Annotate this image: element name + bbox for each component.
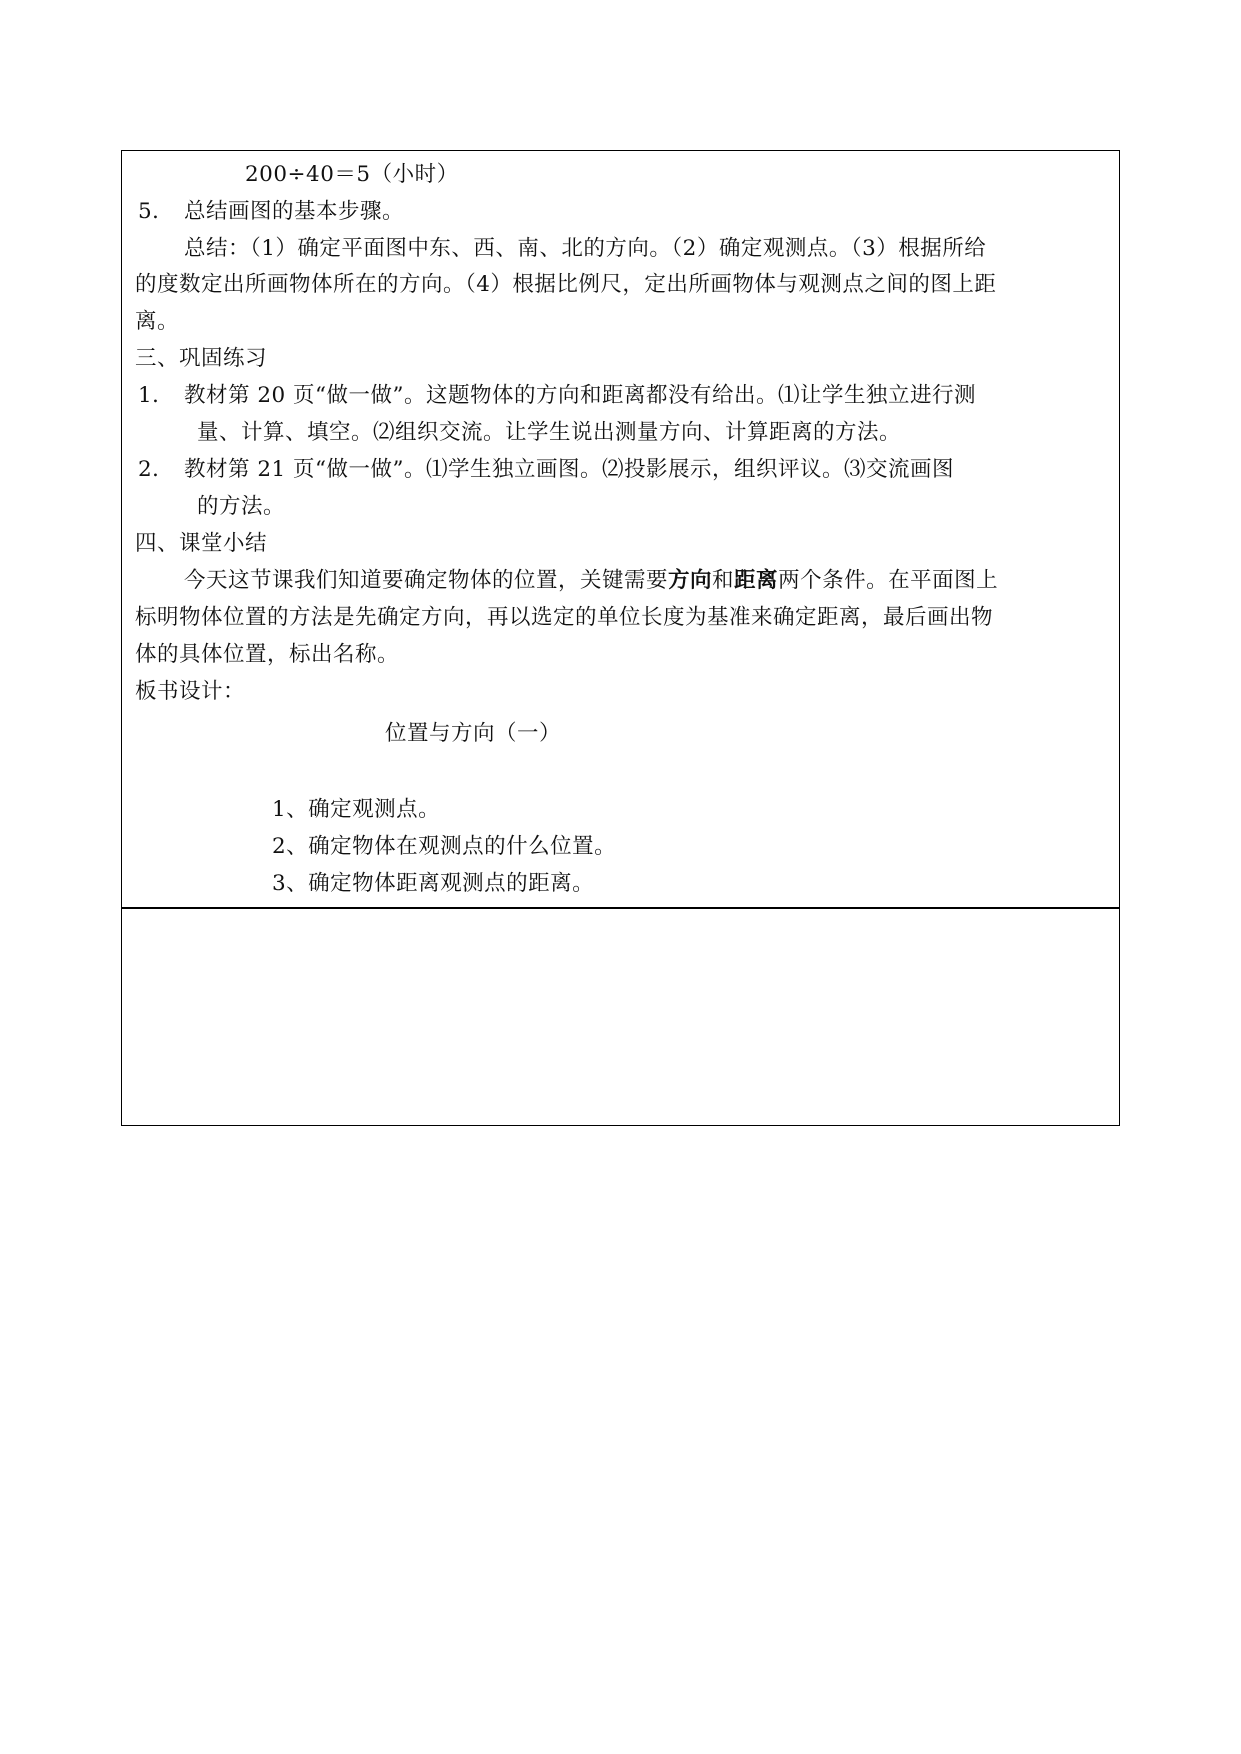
board-design-label: 板书设计：: [135, 679, 246, 704]
exercise2-line-2: 的方法。: [197, 494, 286, 519]
conclusion-line-1: [184, 566, 998, 596]
empty-notes-cell: [121, 907, 1120, 1126]
keyword-distance: 距离: [734, 568, 779, 593]
board-item-2: 2、确定物体在观测点的什么位置。: [272, 834, 617, 859]
conclusion-text-a: 今天这节课我们知道要确定物体的位置，关键需要: [184, 568, 669, 593]
keyword-direction: 方向: [668, 568, 713, 593]
section3-heading: 三、巩固练习: [135, 346, 268, 371]
conclusion-line-3: 体的具体位置，标出名称。: [135, 642, 400, 667]
board-item-1: 1、确定观测点。: [272, 797, 441, 822]
summary-line-2: 的度数定出所画物体所在的方向。（4）根据比例尺，定出所画物体与观测点之间的图上距: [135, 272, 997, 297]
exercise1-line-1: 教材第 20 页“做一做”。这题物体的方向和距离都没有给出。⑴让学生独立进行测: [184, 383, 977, 408]
board-item-3: 3、确定物体距离观测点的距离。: [272, 871, 595, 896]
exercise1-line-2: 量、计算、填空。⑵组织交流。让学生说出测量方向、计算距离的方法。: [197, 420, 902, 445]
exercise2-number: 2．: [138, 457, 175, 482]
step5-number: 5．: [138, 199, 175, 224]
board-title: 位置与方向（一）: [385, 721, 562, 746]
summary-line-3: 离。: [135, 309, 180, 334]
exercise2-line-1: 教材第 21 页“做一做”。⑴学生独立画图。⑵投影展示，组织评议。⑶交流画图: [184, 457, 955, 482]
conclusion-text-c: 和: [712, 568, 735, 593]
step5-text: 总结画图的基本步骤。: [184, 199, 405, 224]
section4-heading: 四、课堂小结: [135, 531, 268, 556]
summary-line-1: 总结：（1）确定平面图中东、西、南、北的方向。（2）确定观测点。（3）根据所给: [184, 236, 987, 261]
calc-line: 200÷40＝5（小时）: [245, 162, 459, 187]
conclusion-line-2: 标明物体位置的方法是先确定方向，再以选定的单位长度为基准来确定距离，最后画出物: [135, 605, 994, 630]
exercise1-number: 1．: [138, 383, 175, 408]
conclusion-text-e: 两个条件。在平面图上: [778, 568, 999, 593]
